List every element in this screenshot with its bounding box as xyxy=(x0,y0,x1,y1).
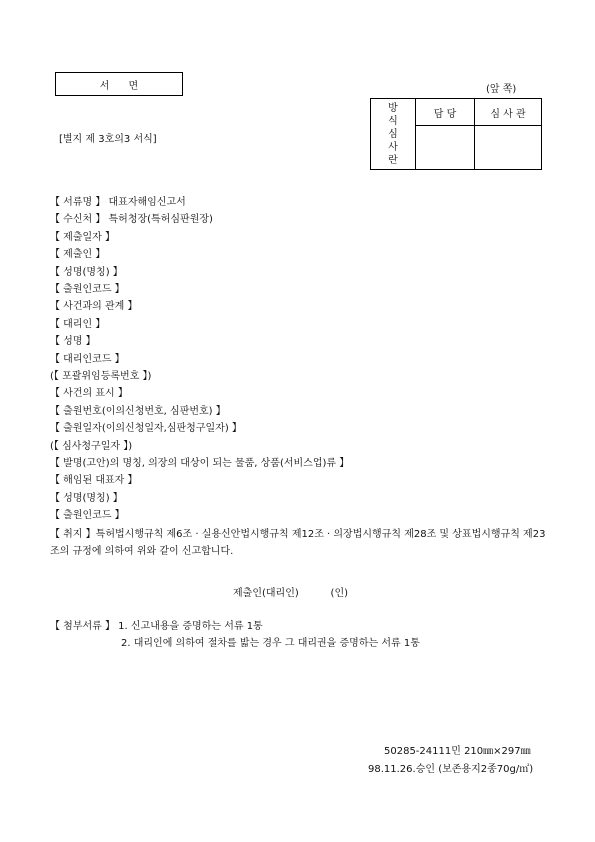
form-field: 【 수신처 】 특허청장(특허심판원장) xyxy=(50,214,213,226)
review-charge-cell[interactable] xyxy=(416,126,475,170)
form-field: (【 포괄위임등록번호 】) xyxy=(50,371,152,382)
form-field: 【 출원인코드 】 xyxy=(50,510,125,522)
purpose-paragraph: 【 취지 】특허법시행규칙 제6조 · 실용신안법시행규칙 제12조 · 의장법시행규칙 제28조 및 상표법시행규칙 제23조의 규정에 의하여 위와 같이 신고합니다. xyxy=(50,529,546,557)
form-field: 【 발명(고안)의 명칭, 의장의 대상이 되는 물품, 상품(서비스업)류 】 xyxy=(50,458,350,469)
form-field: 【 출원인코드 】 xyxy=(50,284,125,295)
attachment-item-2: 2. 대리인에 의하여 절차를 밟는 경우 그 대리권을 증명하는 서류 1통 xyxy=(121,638,420,649)
form-field: 【 출원일자(이의신청일자,심판청구일자) 】 xyxy=(50,423,242,435)
form-field: 【 성명 】 xyxy=(50,336,96,348)
form-field: 【 서류명 】 대표자해임신고서 xyxy=(50,197,186,208)
footer-approval: 98.11.26.승인 (보존용지2종70g/㎡) xyxy=(368,764,534,775)
form-field: 【 성명(명칭) 】 xyxy=(50,266,123,278)
form-field: 【 성명(명칭) 】 xyxy=(50,492,123,504)
form-field: 【 대리인코드 】 xyxy=(50,353,125,365)
review-charge-header: 담 당 xyxy=(416,99,475,126)
form-field: 【 제출인 】 xyxy=(50,249,106,261)
form-field: 【 사건과의 관계 】 xyxy=(50,301,138,313)
review-examiner-cell[interactable] xyxy=(475,126,542,170)
attachment-item-1: 【 첨부서류 】 1. 신고내용을 증명하는 서류 1통 xyxy=(50,621,263,632)
form-number: [별지 제 3호의3 서식] xyxy=(59,134,157,145)
review-examiner-header: 심 사 관 xyxy=(475,99,542,126)
signature-line: 제출인(대리인) (인) xyxy=(233,588,349,599)
form-field: (【 심사청구일자 】) xyxy=(50,440,133,452)
form-field: 【 제출일자 】 xyxy=(50,231,115,243)
review-method-label: 방 식 심 사 란 xyxy=(371,99,416,170)
form-field: 【 해임된 대표자 】 xyxy=(50,475,138,487)
review-box xyxy=(370,98,542,170)
form-field: 【 사건의 표시 】 xyxy=(50,388,128,400)
footer-form-code: 50285-24111민 210㎜×297㎜ xyxy=(384,746,531,757)
front-side-label: (앞 쪽) xyxy=(486,84,517,95)
form-field: 【 출원번호(이의신청번호, 심판번호) 】 xyxy=(50,405,226,417)
document-title-box xyxy=(55,72,183,96)
document-title: 서 면 xyxy=(99,80,139,92)
form-field: 【 대리인 】 xyxy=(50,318,106,330)
